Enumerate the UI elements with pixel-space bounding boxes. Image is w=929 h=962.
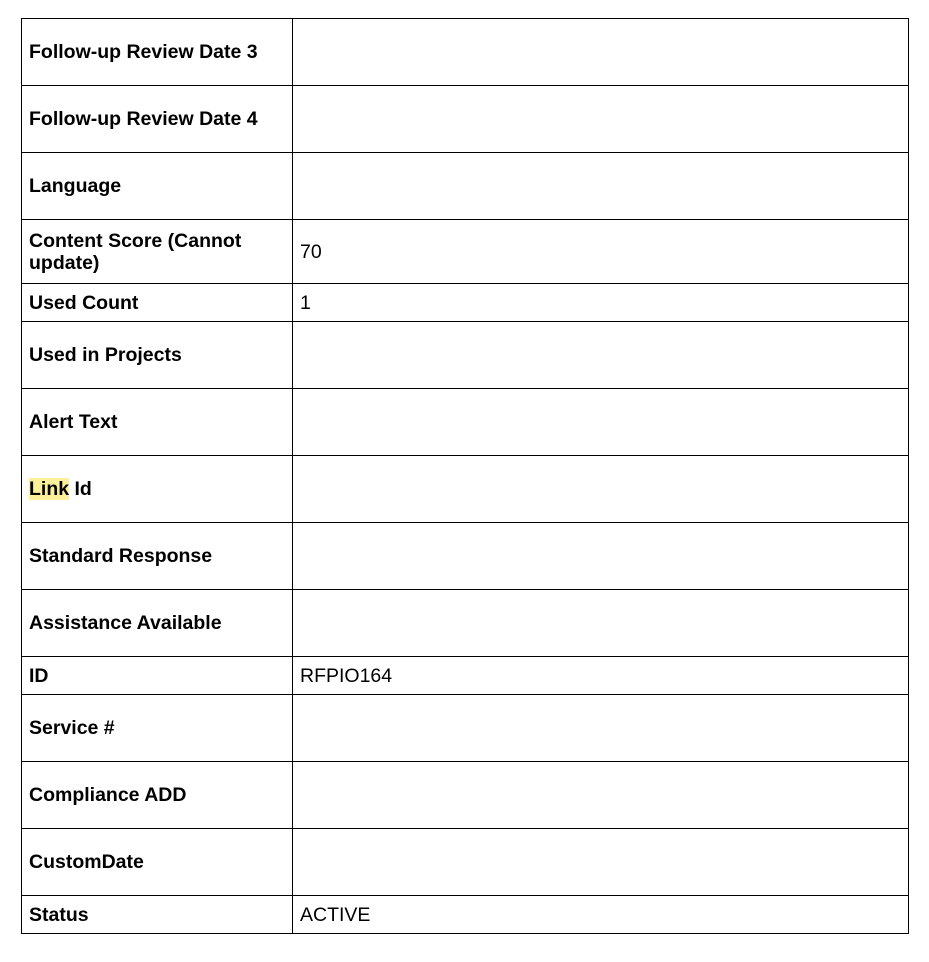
field-label: Used Count [22,284,293,322]
table-row [22,762,909,829]
table-row [22,153,909,220]
field-value: RFPIO164 [293,657,909,695]
field-value [293,322,909,389]
field-value [293,86,909,153]
table-row [22,829,909,896]
table-row [22,657,909,695]
field-value [293,590,909,657]
table-row [22,19,909,86]
table-row [22,896,909,934]
field-value [293,829,909,896]
field-label: Used in Projects [22,322,293,389]
field-value [293,153,909,220]
field-value [293,762,909,829]
table-row [22,322,909,389]
field-value: ACTIVE [293,896,909,934]
field-value [293,389,909,456]
field-label-rest: Id [69,478,92,500]
table-row [22,523,909,590]
field-label: Compliance ADD [22,762,293,829]
table-row [22,284,909,322]
field-value [293,695,909,762]
table-row [22,456,909,523]
field-label: Language [22,153,293,220]
field-value [293,523,909,590]
field-label: Assistance Available [22,590,293,657]
field-label: Content Score (Cannot update) [22,220,293,284]
field-value: 70 [293,220,909,284]
field-label: Alert Text [22,389,293,456]
table-row [22,220,909,284]
table-row [22,86,909,153]
field-label: Follow-up Review Date 3 [22,19,293,86]
field-label: Follow-up Review Date 4 [22,86,293,153]
field-label: Service # [22,695,293,762]
table-row [22,590,909,657]
field-label [22,456,293,523]
table-row [22,695,909,762]
field-label: Standard Response [22,523,293,590]
field-value [293,456,909,523]
field-value [293,19,909,86]
search-highlight: Link [29,478,70,500]
field-label: ID [22,657,293,695]
field-label: CustomDate [22,829,293,896]
field-value: 1 [293,284,909,322]
field-label: Status [22,896,293,934]
table-row [22,389,909,456]
field-table [21,18,909,934]
